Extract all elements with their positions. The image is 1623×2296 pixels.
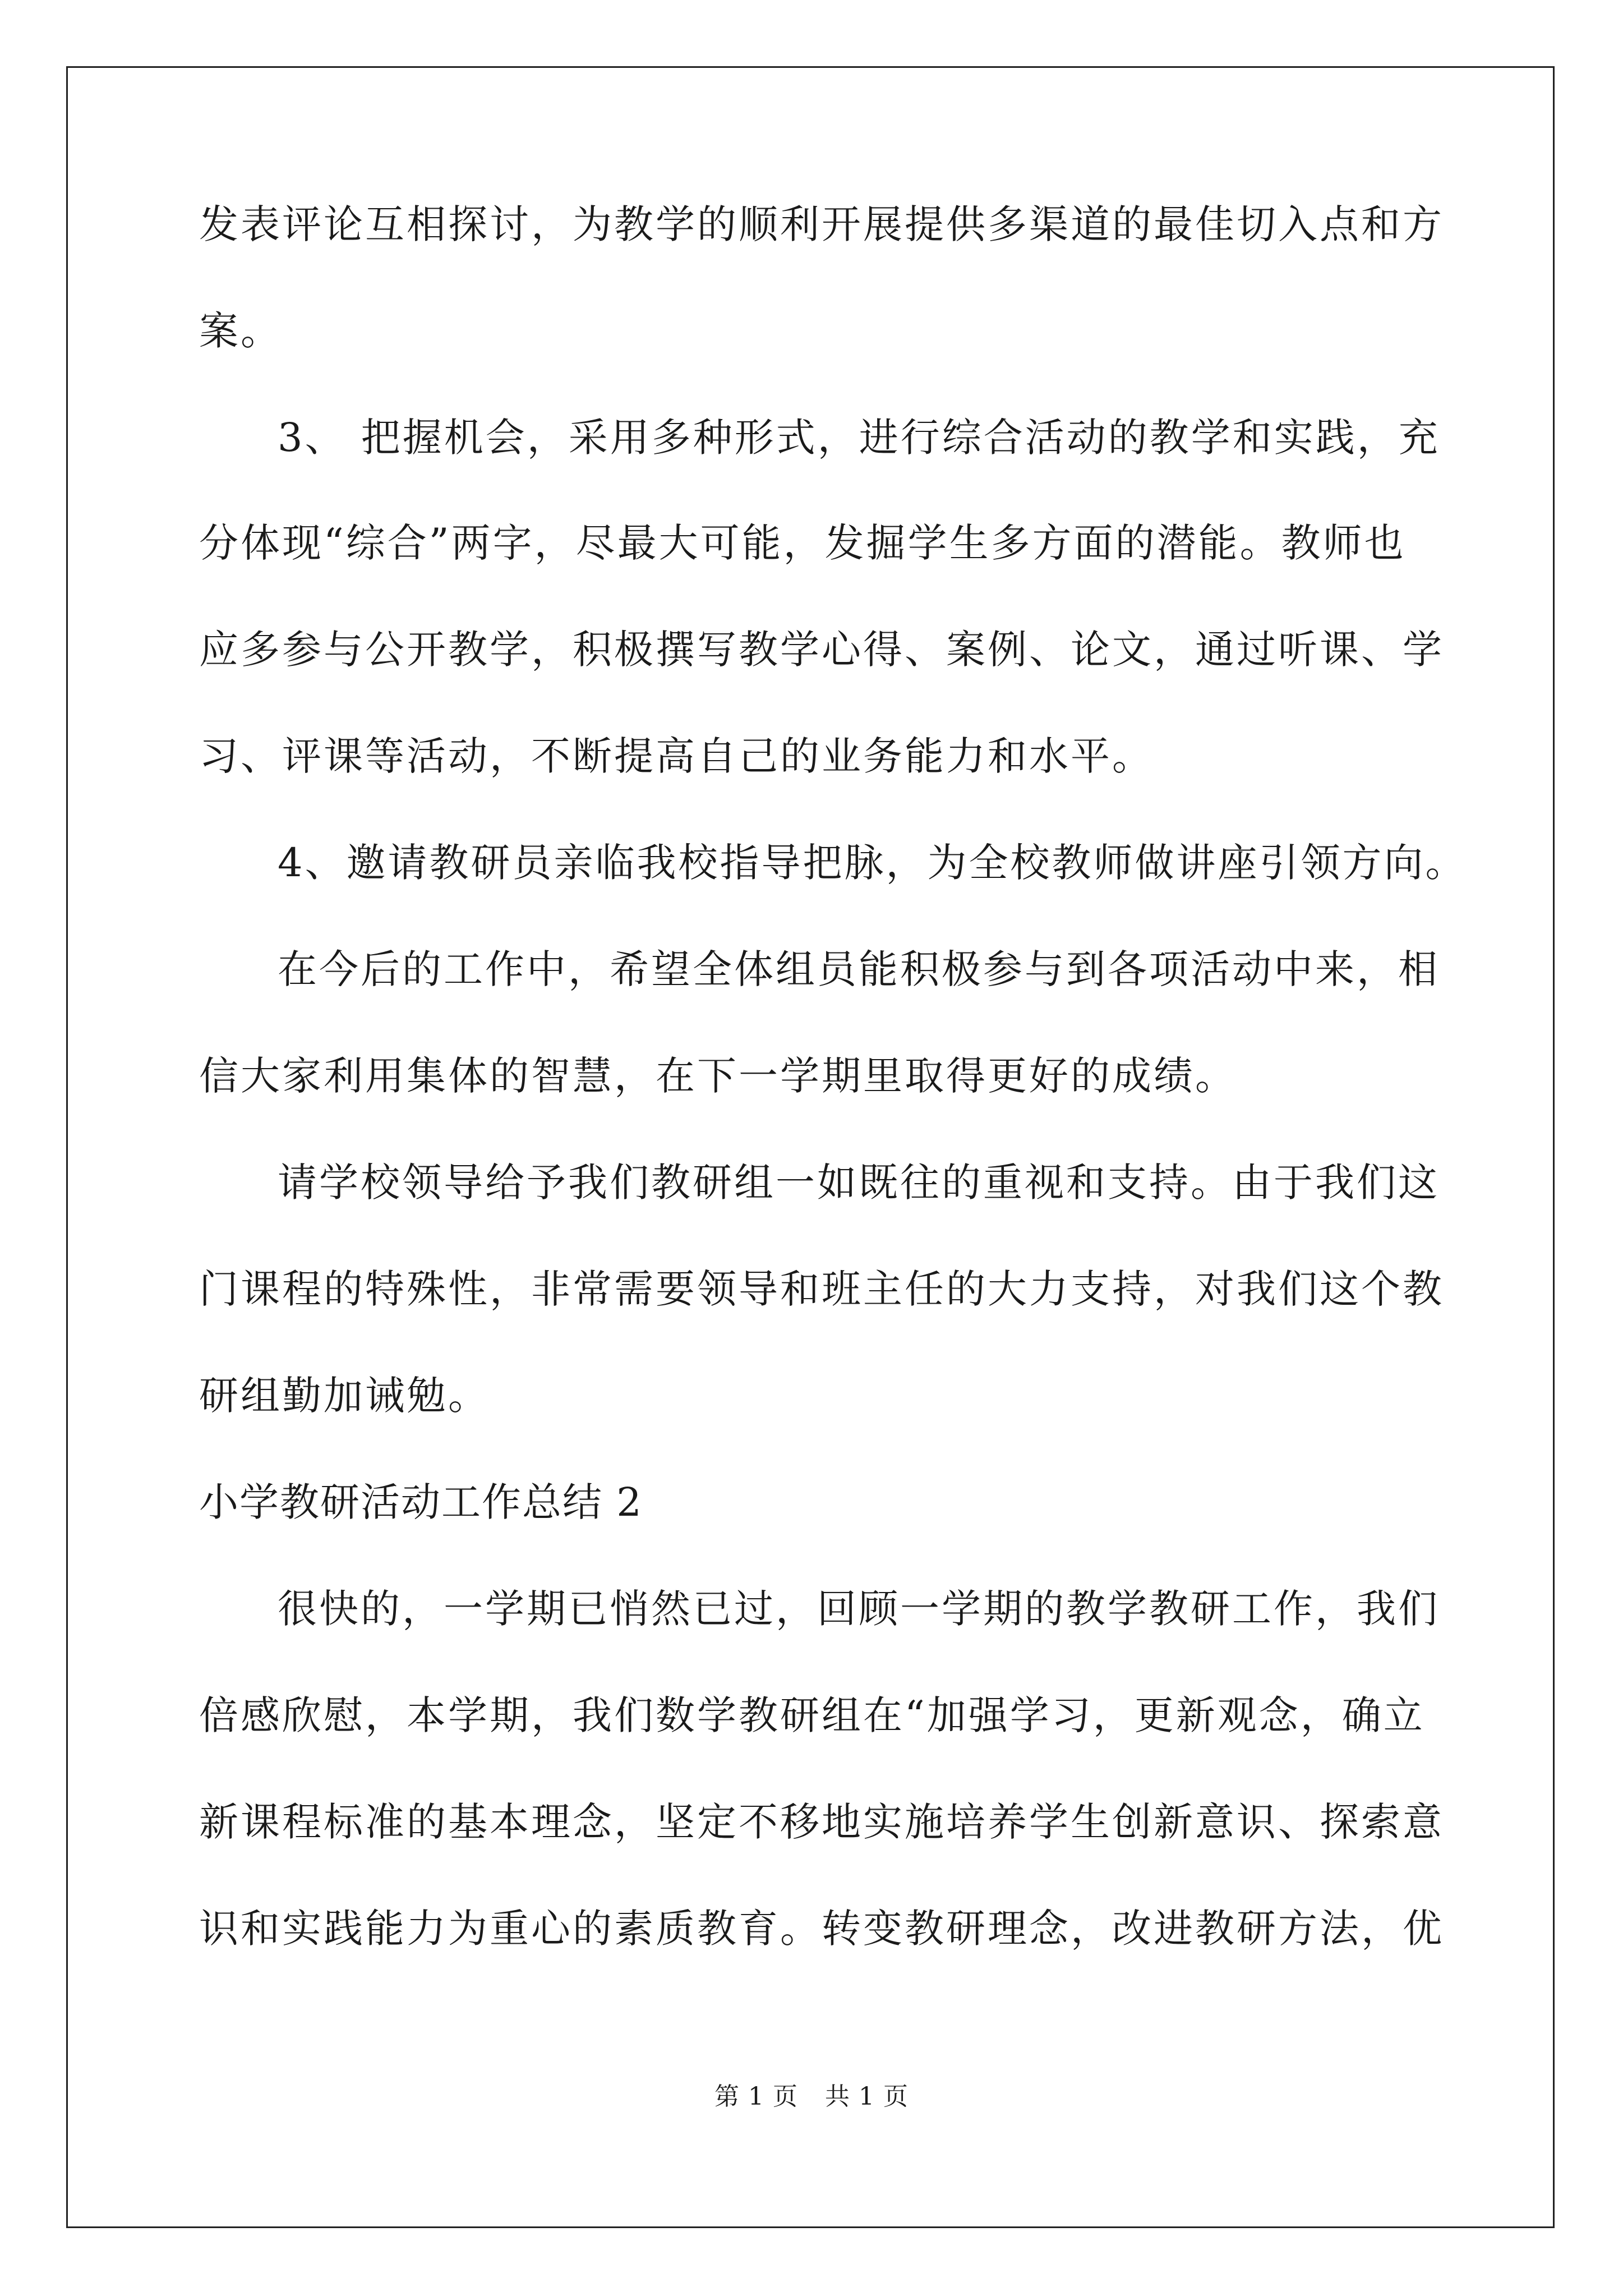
body-line: 很快的，一学期已悄然已过，回顾一学期的教学教研工作，我们 xyxy=(278,1586,1440,1632)
body-line: 发表评论互相探讨，为教学的顺利开展提供多渠道的最佳切入点和方 xyxy=(199,201,1444,247)
body-line: 识和实践能力为重心的素质教育。转变教研理念，改进教研方法，优 xyxy=(199,1906,1444,1952)
page-number: 第 1 页 xyxy=(714,2082,798,2111)
body-line: 新课程标准的基本理念，坚定不移地实施培养学生创新意识、探索意 xyxy=(199,1799,1444,1845)
section-heading: 小学教研活动工作总结 2 xyxy=(199,1479,643,1525)
body-line: 研组勤加诫勉。 xyxy=(199,1373,490,1419)
body-line: 习、评课等活动，不断提高自己的业务能力和水平。 xyxy=(199,733,1154,779)
body-line: 门课程的特殊性，非常需要领导和班主任的大力支持，对我们这个教 xyxy=(199,1266,1444,1312)
body-line: 在今后的工作中，希望全体组员能积极参与到各项活动中来，相 xyxy=(278,946,1440,992)
body-line: 分体现“综合”两字，尽最大可能，发掘学生多方面的潜能。教师也 xyxy=(199,520,1406,566)
body-line: 案。 xyxy=(199,308,282,354)
body-line: 倍感欣慰，本学期，我们数学教研组在“加强学习，更新观念，确立 xyxy=(199,1692,1425,1738)
page-total: 共 1 页 xyxy=(825,2082,909,2111)
body-line: 请学校领导给予我们教研组一如既往的重视和支持。由于我们这 xyxy=(278,1159,1440,1205)
body-line: 应多参与公开教学，积极撰写教学心得、案例、论文，通过听课、学 xyxy=(199,627,1444,673)
body-line: 4、邀请教研员亲临我校指导把脉，为全校教师做讲座引领方向。 xyxy=(278,840,1467,886)
body-line: 3、 把握机会，采用多种形式，进行综合活动的教学和实践，充 xyxy=(278,415,1440,461)
page-footer xyxy=(0,2080,1623,2114)
body-line: 信大家利用集体的智慧，在下一学期里取得更好的成绩。 xyxy=(199,1053,1237,1099)
